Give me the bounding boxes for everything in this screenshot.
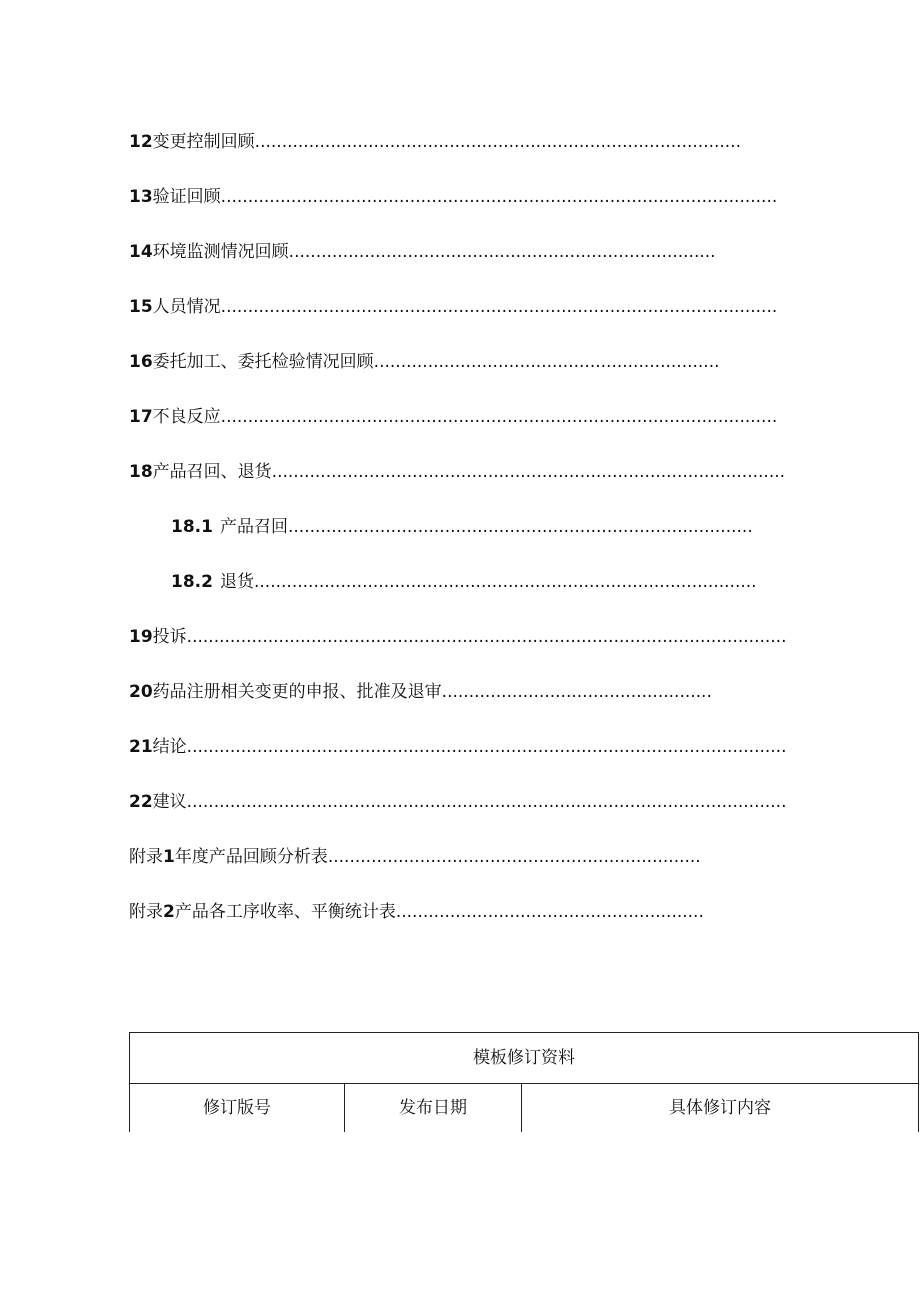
toc-leader-dots: ......................................................................................	[288, 517, 753, 537]
toc-entry-22	[129, 790, 787, 814]
toc-entry-prefix: 附录	[129, 847, 163, 867]
toc-entry-number: 18	[129, 462, 153, 482]
toc-entry-20	[129, 680, 712, 704]
revision-table-title: 模板修订资料	[130, 1033, 918, 1084]
toc-leader-dots: ...............................................................................................................	[186, 627, 787, 647]
toc-entry-17	[129, 405, 778, 429]
toc-entry-number: 18.2	[171, 572, 213, 592]
revision-table-header-row	[130, 1084, 918, 1132]
toc-entry-number: 19	[129, 627, 153, 647]
toc-leader-dots: .......................................................................................................	[220, 297, 778, 317]
toc-entry-title: 产品各工序收率、平衡统计表	[174, 902, 396, 922]
toc-entry-appendix-1	[129, 845, 701, 869]
toc-entry-title: 不良反应	[152, 407, 221, 427]
toc-entry-number: 2	[163, 902, 175, 922]
column-header-revision-number: 修订版号	[130, 1084, 345, 1132]
toc-entry-12	[129, 130, 742, 154]
toc-leader-dots: .......................................................................................................	[220, 187, 778, 207]
toc-entry-title: 变更控制回顾	[152, 132, 255, 152]
toc-leader-dots: ...............................................................................	[288, 242, 716, 262]
toc-entry-number: 13	[129, 187, 153, 207]
toc-entry-15	[129, 295, 778, 319]
toc-entry-number: 1	[163, 847, 175, 867]
toc-entry-14	[129, 240, 716, 264]
toc-leader-dots: .......................................................................................................	[220, 407, 778, 427]
toc-leader-dots: ...............................................................................................................	[186, 792, 787, 812]
toc-entry-title: 环境监测情况回顾	[152, 242, 289, 262]
toc-leader-dots: .............................................................................................	[254, 572, 757, 592]
toc-entry-title: 结论	[152, 737, 187, 757]
toc-entry-13	[129, 185, 778, 209]
toc-entry-16	[129, 350, 720, 374]
toc-entry-title: 产品召回、退货	[152, 462, 272, 482]
toc-entry-title: 药品注册相关变更的申报、批准及退审	[152, 682, 442, 702]
toc-leader-dots: ...............................................................................................	[271, 462, 786, 482]
toc-entry-title: 退货	[220, 572, 254, 592]
toc-entry-title: 投诉	[152, 627, 187, 647]
template-revision-table	[129, 1032, 919, 1132]
toc-entry-number: 16	[129, 352, 153, 372]
toc-entry-number: 17	[129, 407, 153, 427]
toc-entry-18-2	[171, 570, 757, 594]
toc-leader-dots: ................................................................	[373, 352, 720, 372]
toc-leader-dots: ...............................................................................................................	[186, 737, 787, 757]
toc-leader-dots: ..................................................	[441, 682, 712, 702]
toc-leader-dots: .........................................................	[395, 902, 704, 922]
toc-entry-number: 12	[129, 132, 153, 152]
toc-entry-number: 15	[129, 297, 153, 317]
toc-entry-number: 21	[129, 737, 153, 757]
toc-leader-dots: .....................................................................	[327, 847, 701, 867]
toc-entry-appendix-2	[129, 900, 704, 924]
toc-entry-number: 22	[129, 792, 153, 812]
toc-entry-title: 委托加工、委托检验情况回顾	[152, 352, 374, 372]
toc-entry-21	[129, 735, 787, 759]
column-header-release-date: 发布日期	[345, 1084, 522, 1132]
toc-entry-19	[129, 625, 787, 649]
toc-entry-title: 建议	[152, 792, 187, 812]
toc-entry-title: 产品召回	[220, 517, 288, 537]
toc-entry-title: 年度产品回顾分析表	[174, 847, 328, 867]
toc-entry-18	[129, 460, 786, 484]
toc-entry-prefix: 附录	[129, 902, 163, 922]
toc-entry-18-1	[171, 515, 753, 539]
toc-entry-number: 20	[129, 682, 153, 702]
column-header-revision-details: 具体修订内容	[669, 1098, 771, 1118]
toc-entry-title: 人员情况	[152, 297, 221, 317]
toc-entry-title: 验证回顾	[152, 187, 221, 207]
toc-leader-dots: ..........................................................................................	[254, 132, 742, 152]
toc-entry-number: 18.1	[171, 517, 213, 537]
toc-entry-number: 14	[129, 242, 153, 262]
